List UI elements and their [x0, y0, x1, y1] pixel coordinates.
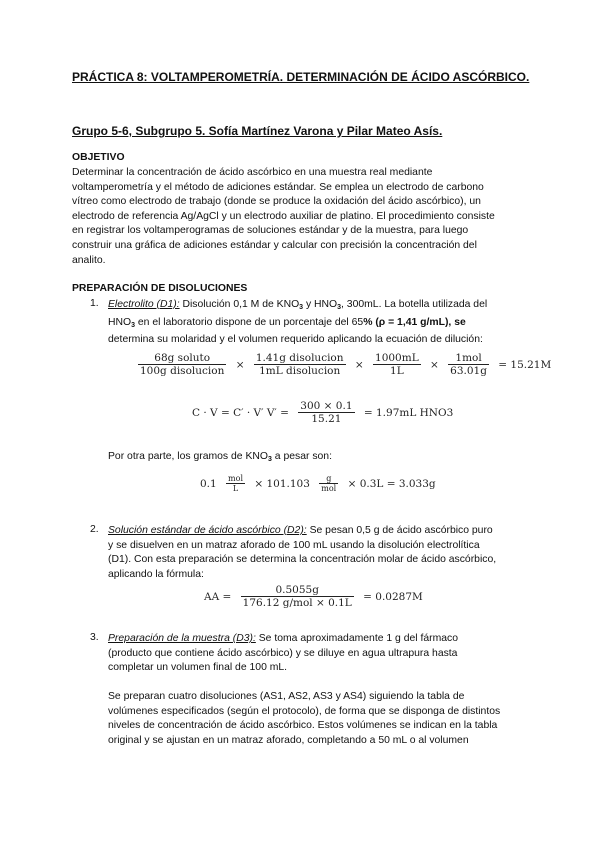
after-text-a: Por otra parte, los gramos de KNO [108, 451, 268, 462]
denominator: 1L [373, 364, 421, 377]
after-text-b: a pesar son: [271, 451, 332, 462]
objective-line: analito. [72, 254, 106, 266]
subscript: 3 [299, 304, 304, 311]
denominator: 176.12 g/mol × 0.1L [242, 597, 352, 609]
numerator: 1mol [455, 352, 482, 364]
item-3-text [108, 632, 538, 676]
denominator: mol [321, 484, 337, 493]
denominator: L [226, 483, 245, 493]
times-sign: × [354, 358, 364, 371]
denominator: 15.21 [298, 412, 354, 425]
numerator: 1.41g disolucion [255, 352, 344, 364]
equation-lhs: C · V = C′ · V′ V′ = [192, 406, 289, 419]
item-3-line: (producto que contiene ácido ascórbico) y se diluye en agua ultrapura hasta [108, 647, 458, 659]
dilution-equation [188, 400, 457, 425]
times-sign: × [430, 358, 439, 371]
item-3-para-line: niveles de concentración de ácido ascórbico. Estos volúmenes se indican en la tabla [108, 720, 498, 732]
item-3-line: Se toma aproximadamente 1 g del fármaco [255, 633, 458, 644]
mass-equation [196, 474, 440, 493]
numerator: 1000mL [375, 352, 419, 364]
item-3-para-line: volúmenes especificados (según el protocolo), de forma que se disponga de distintos [108, 705, 501, 717]
item-1-text-e: en el laboratorio dispone de un porcentaje del 65 [135, 316, 364, 328]
concentration-equation [200, 584, 427, 609]
fraction [448, 352, 489, 377]
document-title: PRÁCTICA 8: VOLTAMPEROMETRÍA. DETERMINACIÓN DE ÁCIDO ASCÓRBICO. [72, 70, 530, 84]
objective-heading: OBJETIVO [72, 152, 125, 163]
item-number: 2. [90, 524, 99, 535]
item-3-para-line: Se preparan cuatro disoluciones (AS1, AS2, AS3 y AS4) siguiendo la tabla de [108, 691, 465, 702]
equation-value: 0.1 [200, 477, 217, 490]
objective-text [72, 166, 532, 268]
subscript: 3 [337, 304, 342, 311]
fraction [373, 352, 421, 377]
numerator: 300 × 0.1 [300, 400, 353, 412]
item-1-text-c: , 300mL. La botella utilizada del [341, 299, 488, 310]
unit-fraction [319, 474, 338, 493]
item-3-label: Preparación de la muestra (D3): [108, 633, 256, 644]
denominator: 1mL disolucion [254, 364, 346, 377]
molarity-equation [136, 352, 555, 377]
item-1-label: Electrolito (D1): [108, 299, 180, 310]
item-1-text-d: HNO [108, 316, 132, 328]
item-1-text-g: determina su molaridad y el volumen requerido aplicando la ecuación de dilución: [108, 334, 483, 346]
unit-fraction [226, 474, 245, 493]
numerator: mol [228, 474, 244, 483]
subscript: 3 [267, 456, 272, 463]
objective-line: voltamperometría y el método de adiciones estándar. Se emplea un electrodo de carbono [72, 181, 484, 193]
item-2-label: Solución estándar de ácido ascórbico (D2): [108, 525, 307, 536]
item-2-line: Se pesan 0,5 g de ácido ascórbico puro [306, 525, 493, 536]
item-number: 1. [90, 298, 99, 309]
item-3-para-line: original y se ajustan en un matraz aforado, completando a 50 mL o al volumen [108, 734, 469, 746]
item-3-paragraph [108, 690, 548, 748]
fraction [254, 352, 346, 377]
objective-line: vítreo como electrodo de trabajo (donde se produce la oxidación del ácido ascórbico), un [72, 196, 481, 208]
denominator: 100g disolucion [140, 365, 225, 377]
objective-line: Determinar la concentración de ácido ascórbico en una muestra real mediante [72, 167, 433, 178]
item-2-line: y se disuelven en un matraz aforado de 100 mL usando la disolución electrolítica [108, 539, 480, 551]
equation-lhs: AA = [204, 590, 232, 603]
group-authors: Grupo 5-6, Subgrupo 5. Sofía Martínez Varona y Pilar Mateo Asís. [72, 124, 443, 138]
fraction [138, 352, 226, 377]
fraction [241, 584, 354, 609]
item-1-text-f: % (ρ = 1,41 g/mL), se [363, 316, 466, 328]
numerator: g [326, 474, 332, 483]
denominator: 63.01g [450, 365, 487, 377]
item-1-text-a: Disolución 0,1 M de KNO [179, 299, 300, 310]
subscript: 3 [131, 321, 135, 329]
equation-result: = 0.0287M [363, 590, 423, 603]
item-1-after-text [108, 450, 538, 468]
objective-line: en registrar los voltamperogramas de soluciones estándar y de la muestra, para luego [72, 225, 469, 237]
item-1-text-b: y HNO [303, 299, 338, 310]
item-3-line: completar un volumen final de 100 mL. [108, 662, 288, 674]
equation-value: × 101.103 [254, 477, 310, 490]
equation-result: = 1.97mL HNO3 [363, 406, 454, 419]
item-2-line: aplicando la fórmula: [108, 568, 204, 580]
equation-result: = 15.21M [498, 358, 552, 371]
item-2-text [108, 524, 538, 582]
objective-line: electrodo de referencia Ag/AgCl y un electrodo auxiliar de platino. El procedimiento consiste [72, 210, 495, 222]
preparation-heading: PREPARACIÓN DE DISOLUCIONES [72, 283, 248, 294]
fraction [298, 400, 354, 425]
numerator: 68g soluto [154, 352, 211, 364]
objective-line: construir una gráfica de adiciones estándar y calcular con precisión la concentración del [72, 239, 477, 251]
times-sign: × [235, 358, 245, 371]
numerator: 0.5055g [275, 584, 319, 596]
item-number: 3. [90, 632, 99, 643]
item-2-line: (D1). Con esta preparación se determina la concentración molar de ácido ascórbico, [108, 554, 497, 566]
equation-result: × 0.3L = 3.033g [347, 477, 436, 490]
item-1-text [108, 298, 538, 348]
